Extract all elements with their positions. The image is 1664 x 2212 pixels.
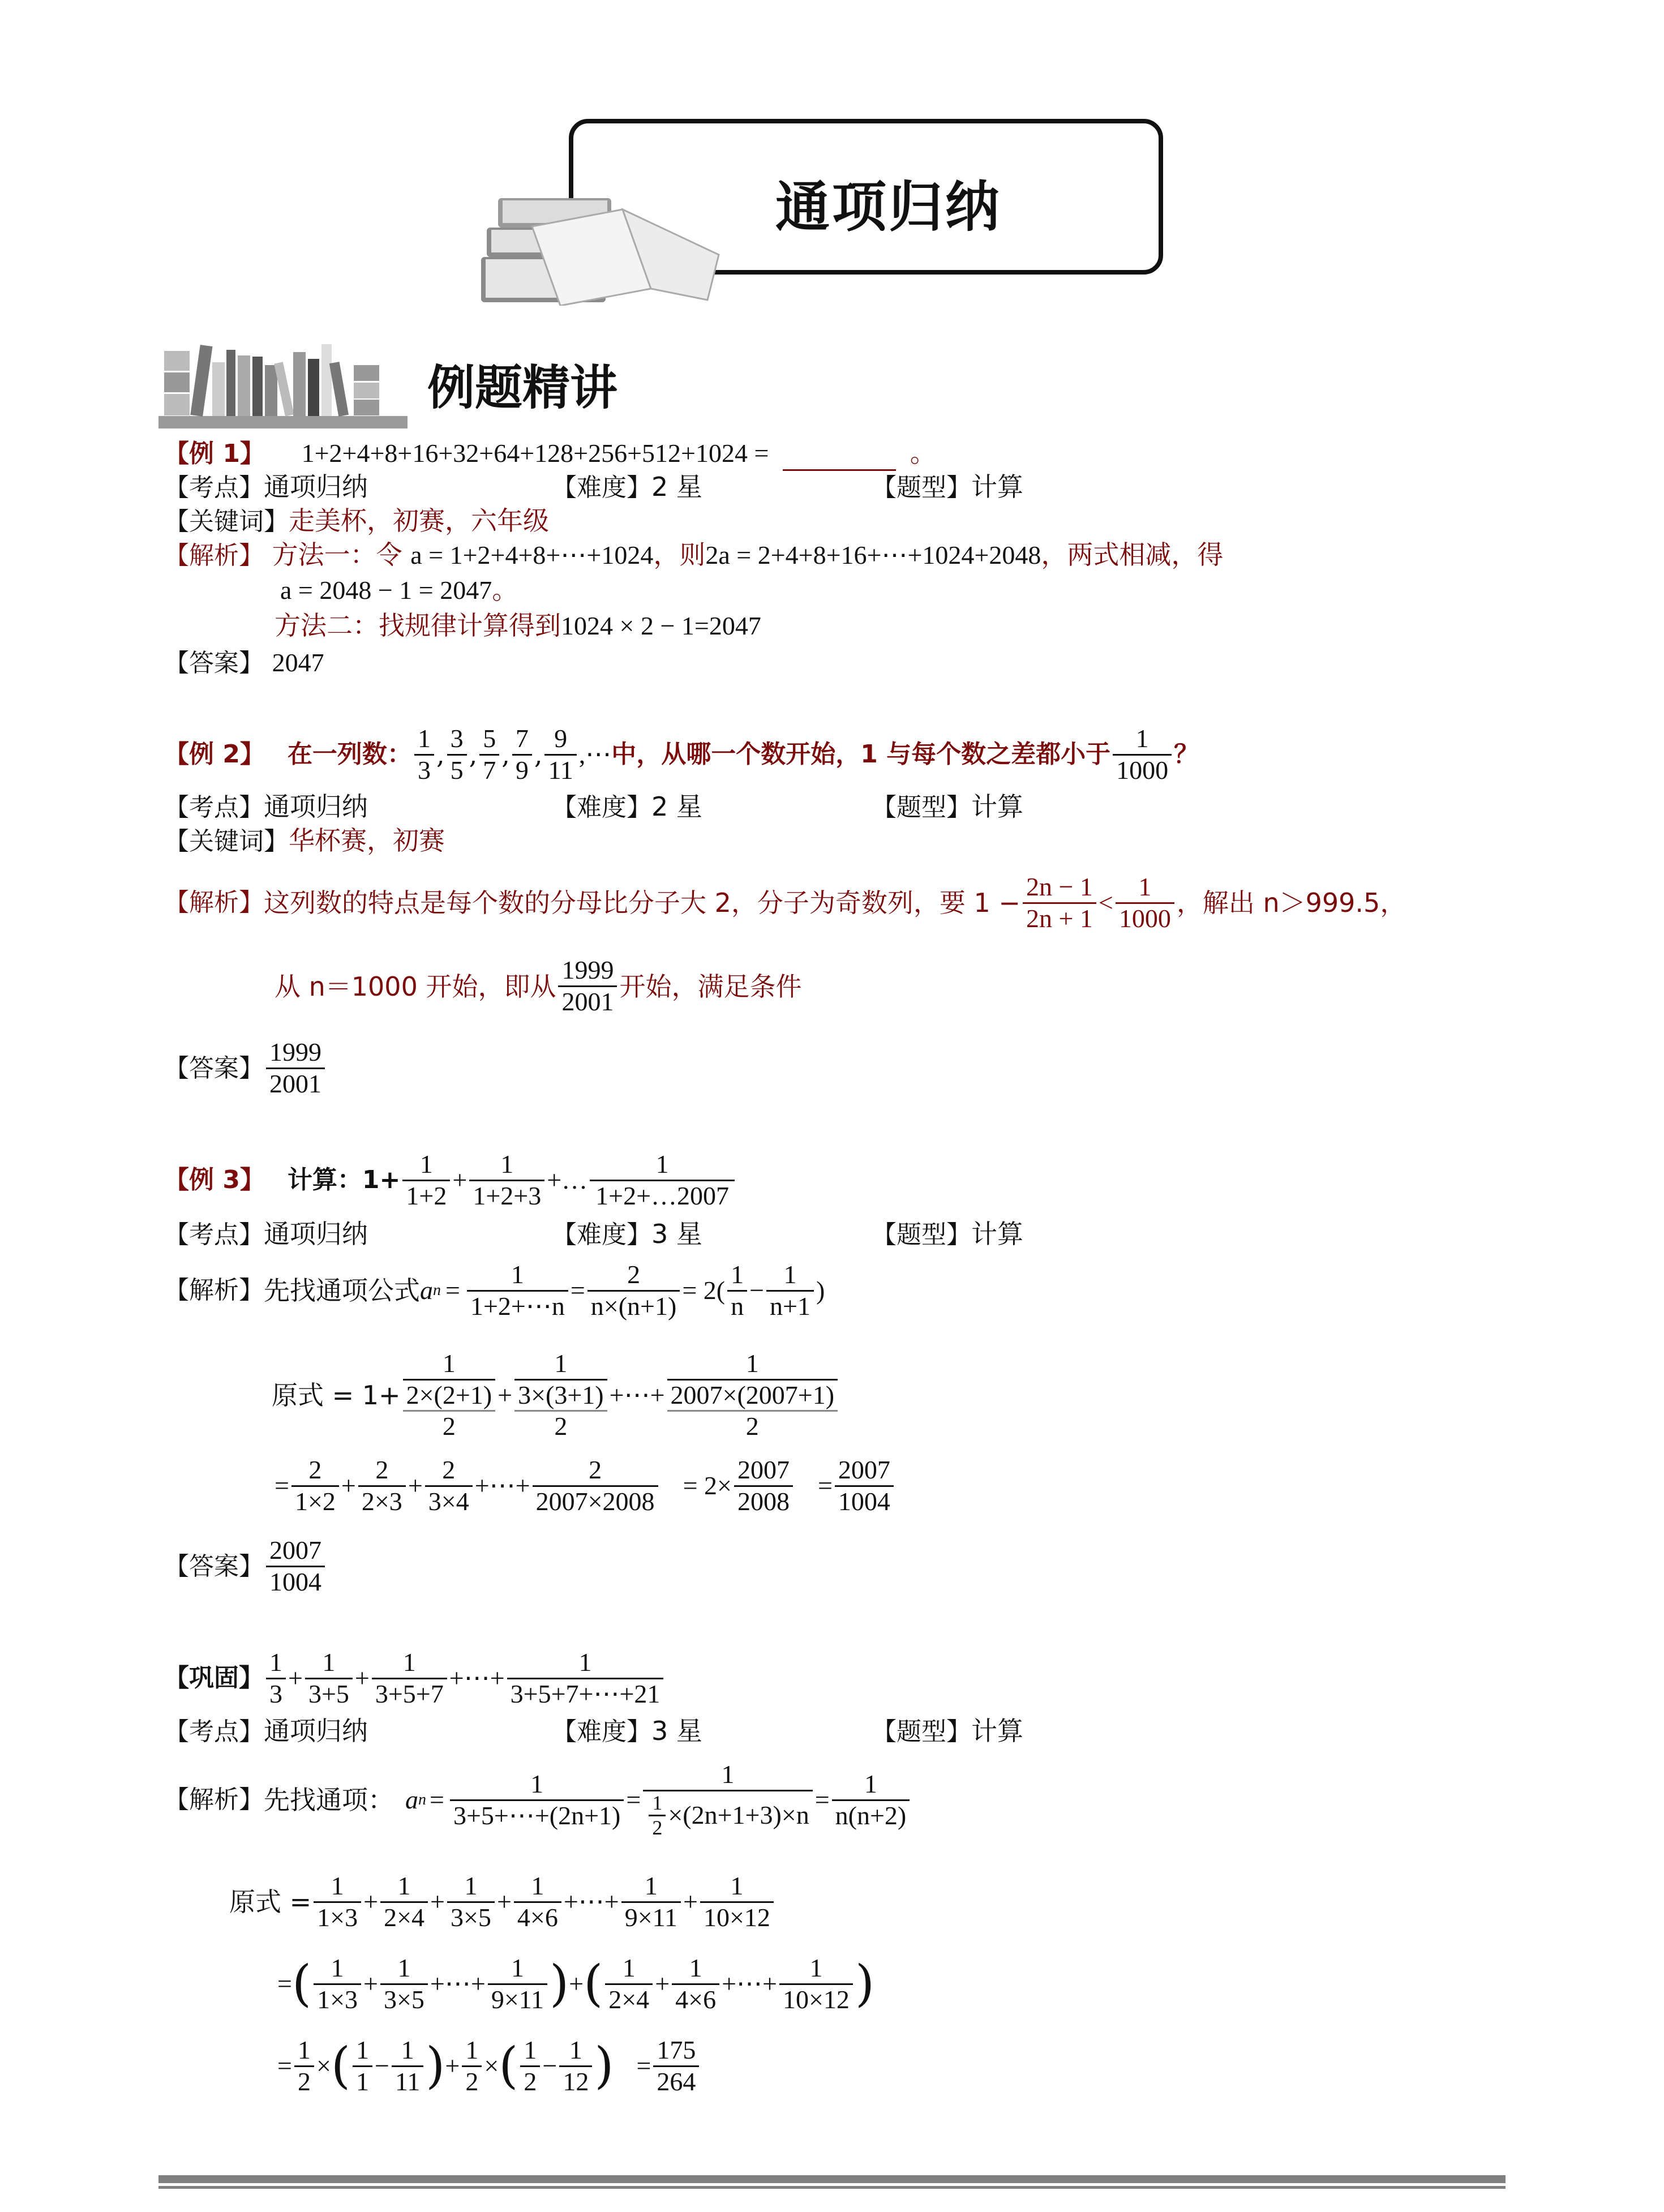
analysis-fraction: $\frac{1}{1000}$ xyxy=(1116,872,1174,934)
result-fraction: $\frac{2007}{2008}$ xyxy=(734,1455,793,1517)
kaodian-value: 通项归纳 xyxy=(264,791,368,822)
label-analysis: 【解析】 xyxy=(164,1276,264,1305)
term-fraction: $\frac{1}{9\times 11}$ xyxy=(621,1871,681,1933)
ellipsis: +⋯+ xyxy=(609,1381,665,1409)
label-answer: 【答案】 xyxy=(164,1053,264,1083)
sequence-fraction: $\frac{1}{3}$ xyxy=(414,724,434,786)
term-fraction: $\frac{2}{3\times 4}$ xyxy=(425,1455,473,1517)
equals: = xyxy=(445,1276,460,1305)
nested-fraction: 1 2×(2+1) 2 xyxy=(403,1349,496,1442)
question-fraction: $\frac{1}{3}$ xyxy=(266,1648,286,1709)
question-mark: ？ xyxy=(1174,740,1199,769)
kaodian-value: 通项归纳 xyxy=(264,471,368,502)
term-fraction: $\frac{1}{2}$ xyxy=(520,2035,540,2097)
period: 。 xyxy=(492,575,518,605)
term-fraction: $\frac{1}{1\times 3}$ xyxy=(314,1953,361,2015)
example-1-question xyxy=(164,436,936,471)
answer-fraction: $\frac{2007}{1004}$ xyxy=(266,1536,325,1597)
result-fraction: $\frac{175}{264}$ xyxy=(653,2035,699,2097)
question-fraction: $\frac{1}{1+2+\dots 2007}$ xyxy=(590,1150,735,1211)
question-text: 计算：1+ xyxy=(287,1165,401,1194)
question-text: 中，从哪一个数开始，1 与每个数之差都小于 xyxy=(611,740,1111,769)
label-analysis: 【解析】 xyxy=(164,541,264,570)
stacked-books-icon xyxy=(481,192,730,306)
nandu-value: 3 星 xyxy=(651,1219,702,1249)
tixing-value: 计算 xyxy=(971,1716,1023,1746)
term-fraction: $\frac{1}{11}$ xyxy=(392,2035,423,2097)
keywords-value: 华杯赛，初赛 xyxy=(289,825,445,856)
example-3-answer xyxy=(164,1528,327,1605)
term-fraction: $\frac{1}{10\times 12}$ xyxy=(779,1953,853,2015)
label-tixing: 【题型】 xyxy=(872,1220,971,1249)
question-fraction: $\frac{1}{3+5}$ xyxy=(305,1648,353,1709)
analysis-text: ，则 xyxy=(653,539,706,570)
kaodian-value: 通项归纳 xyxy=(264,1219,368,1249)
subscript: n xyxy=(433,1281,441,1299)
analysis-fraction: $\frac{1}{n(n+2)}$ xyxy=(832,1769,910,1831)
example-2-meta xyxy=(164,790,1023,825)
ellipsis: +⋯+ xyxy=(449,1664,505,1692)
analysis-fraction: $\frac{2}{n\times(n+1)}$ xyxy=(587,1260,680,1322)
term-fraction: $\frac{1}{4\times 6}$ xyxy=(514,1871,561,1933)
label-keywords: 【关键词】 xyxy=(164,507,289,536)
example-3-telescoping: = $\frac{2}{1\times 2}$ + $\frac{2}{2\times 3}$ + $\frac{2}{3\times 4}$ +⋯+ $\frac{2}{2007\times 2008}$ = 2× $\frac{2007}{2008}$ = $\frac{2007}{1004}$ xyxy=(275,1449,896,1523)
label-nandu: 【难度】 xyxy=(552,473,651,502)
kaodian-value: 通项归纳 xyxy=(264,1716,368,1746)
answer-fraction: $\frac{1999}{2001}$ xyxy=(266,1038,325,1099)
ellipsis: +… xyxy=(547,1165,588,1194)
equals: = xyxy=(275,1471,289,1500)
analysis-fraction: $\frac{1}{1+2+\cdots n}$ xyxy=(467,1260,568,1322)
nandu-value: 2 星 xyxy=(651,471,702,502)
label-answer: 【答案】 xyxy=(164,649,264,678)
example-3-analysis xyxy=(164,1254,825,1327)
ellipsis: +⋯+ xyxy=(563,1887,619,1916)
a-var: a xyxy=(420,1276,433,1305)
footer-divider-thin xyxy=(158,2186,1506,2189)
gonggu-tag: 【巩固】 xyxy=(164,1664,264,1692)
gonggu-analysis: 【解析】 先找通项： a n = $\frac{1}{3+5+\cdots+(2n+1)}$ = 1 $\frac{1}{2}$ ×(2n+1+3)×n = $\frac{1}{n(n+2)}$ xyxy=(164,1749,912,1851)
analysis-fraction: $\frac{1999}{2001}$ xyxy=(558,955,617,1017)
answer-value: 2047 xyxy=(272,648,324,677)
question-expression: 1+2+4+8+16+32+64+128+256+512+1024 = xyxy=(301,439,769,468)
question-fraction: $\frac{1}{3+5+7}$ xyxy=(372,1648,447,1709)
result-fraction: $\frac{2007}{1004}$ xyxy=(835,1455,894,1517)
example-2-keywords xyxy=(164,824,445,859)
example-1-method-2 xyxy=(275,608,761,643)
analysis-text: 原式 = 1+ xyxy=(272,1380,401,1411)
gonggu-grouping: = ( $\frac{1}{1\times 3}$ + $\frac{1}{3\times 5}$ +⋯+ $\frac{1}{9\times 11}$ ) + ( $\frac{1}{2\times 4}$ + $\frac{1}{4\times 6}$ +⋯+ $\frac{1}{10\times 12}$ ) xyxy=(277,1953,875,2014)
analysis-text: 这列数的特点是每个数的分母比分子大 2，分子为奇数列，要 1 − xyxy=(264,888,1020,918)
sequence-fraction: $\frac{9}{11}$ xyxy=(544,724,576,786)
label-analysis: 【解析】 xyxy=(164,1785,264,1814)
analysis-fraction: $\frac{2n - 1}{2n + 1}$ xyxy=(1023,872,1096,934)
sequence-fraction: $\frac{7}{9}$ xyxy=(512,724,532,786)
gonggu-meta xyxy=(164,1714,1023,1749)
label-kaodian: 【考点】 xyxy=(164,793,264,822)
answer-blank xyxy=(783,447,896,471)
analysis-math: 1024 × 2 − 1=2047 xyxy=(561,611,761,640)
term-fraction: $\frac{1}{4\times 6}$ xyxy=(672,1953,719,2015)
term-fraction: $\frac{1}{9\times 11}$ xyxy=(488,1953,547,2015)
footer-divider xyxy=(158,2175,1506,2183)
gonggu-question: 【巩固】 $\frac{1}{3}$ + $\frac{1}{3+5}$ + $\frac{1}{3+5+7}$ +⋯+ $\frac{1}{3+5+7+\cdots+21}$ xyxy=(164,1641,666,1715)
label-kaodian: 【考点】 xyxy=(164,1220,264,1249)
equals: = xyxy=(570,1276,585,1305)
analysis-text: 先找通项： xyxy=(264,1785,394,1815)
example-3-question xyxy=(164,1143,737,1217)
nandu-value: 2 星 xyxy=(651,791,702,822)
term-fraction: $\frac{1}{1}$ xyxy=(353,2035,372,2097)
label-keywords: 【关键词】 xyxy=(164,827,289,856)
label-nandu: 【难度】 xyxy=(552,1220,651,1249)
label-tixing: 【题型】 xyxy=(872,1717,971,1746)
tixing-value: 计算 xyxy=(971,471,1023,502)
sequence-fraction: $\frac{5}{7}$ xyxy=(479,724,499,786)
term-fraction: $\frac{1}{12}$ xyxy=(559,2035,592,2097)
example-3-meta xyxy=(164,1217,1023,1252)
analysis-text: 原式 = xyxy=(229,1887,312,1917)
analysis-fraction: $\frac{1}{3+5+\cdots+(2n+1)}$ xyxy=(450,1769,624,1831)
half-fraction: $\frac{1}{2}$ xyxy=(462,2035,482,2097)
bookshelf-icon xyxy=(158,340,408,430)
analysis-text: 从 n＝1000 开始，即从 xyxy=(275,971,556,1002)
term-fraction: $\frac{1}{1\times 3}$ xyxy=(314,1871,361,1933)
term-fraction: $\frac{2}{2007\times 2008}$ xyxy=(533,1455,658,1517)
minus: − xyxy=(749,1276,765,1305)
term-fraction: $\frac{2}{1\times 2}$ xyxy=(291,1455,339,1517)
term-fraction: $\frac{1}{3\times 5}$ xyxy=(447,1871,495,1933)
label-kaodian: 【考点】 xyxy=(164,1717,264,1746)
label-tixing: 【题型】 xyxy=(872,473,971,502)
label-nandu: 【难度】 xyxy=(552,1717,651,1746)
nested-fraction: 1 2007×(2007+1) 2 xyxy=(667,1349,838,1442)
label-nandu: 【难度】 xyxy=(552,793,651,822)
half-fraction: $\frac{1}{2}$ xyxy=(294,2035,314,2097)
example-1-keywords xyxy=(164,504,549,539)
term-fraction: $\frac{1}{2\times 4}$ xyxy=(605,1953,653,2015)
subscript: n xyxy=(418,1791,426,1808)
example-tag: 【例 2】 xyxy=(164,740,265,769)
example-tag: 【例 1】 xyxy=(164,439,265,468)
close-paren: ) xyxy=(816,1276,825,1305)
analysis-math: a = 2048 − 1 = 2047 xyxy=(280,576,492,605)
example-2-analysis-line2 xyxy=(275,948,801,1024)
less-than: < xyxy=(1098,888,1113,917)
example-2-answer xyxy=(164,1030,327,1107)
term-fraction: $\frac{1}{10\times 12}$ xyxy=(700,1871,774,1933)
analysis-fraction: $\frac{1}{n}$ xyxy=(727,1260,747,1322)
label-answer: 【答案】 xyxy=(164,1551,264,1581)
label-tixing: 【题型】 xyxy=(872,793,971,822)
page-title: 通项归纳 xyxy=(775,175,1002,239)
question-fraction: $\frac{1}{1+2}$ xyxy=(402,1150,450,1211)
ellipsis: ,⋯ xyxy=(578,740,612,769)
a-var: a xyxy=(405,1785,418,1814)
plus: + xyxy=(452,1165,468,1194)
sequence-fraction: $\frac{3}{5}$ xyxy=(447,724,467,786)
example-3-expansion: 原式 = 1+ 1 2×(2+1) 2 + 1 3×(3+1) 2 +⋯+ 1 2007×(2007+1) 2 xyxy=(272,1339,840,1452)
analysis-text: ，两式相减，得 xyxy=(1041,539,1224,570)
example-1-analysis-line2 xyxy=(280,573,518,607)
analysis-text: ，解出 n＞999.5， xyxy=(1176,888,1406,918)
analysis-text: 开始，满足条件 xyxy=(619,971,802,1002)
analysis-text: 方法一：令 xyxy=(272,539,402,570)
threshold-fraction: $\frac{1}{1000}$ xyxy=(1113,724,1172,786)
label-analysis: 【解析】 xyxy=(164,888,264,917)
example-tag: 【例 3】 xyxy=(164,1165,265,1194)
label-kaodian: 【考点】 xyxy=(164,473,264,502)
analysis-math: 2a = 2+4+8+16+⋯+1024+2048 xyxy=(705,541,1041,569)
two-times: = 2( xyxy=(682,1276,726,1305)
gonggu-expansion: 原式 = $\frac{1}{1\times 3}$ + $\frac{1}{2\times 4}$ + $\frac{1}{3\times 5}$ + $\frac{1}{4\times 6}$ +⋯+ $\frac{1}{9\times 11}$ + $\frac{1}{10\times 12}$ xyxy=(229,1865,776,1939)
example-1-answer xyxy=(164,645,324,680)
analysis-text: 先找通项公式 xyxy=(264,1275,420,1306)
question-text: 在一列数： xyxy=(287,740,412,769)
period: 。 xyxy=(910,438,936,468)
tixing-value: 计算 xyxy=(971,791,1023,822)
example-2-analysis xyxy=(164,866,1406,940)
analysis-math: a = 1+2+4+8+⋯+1024 xyxy=(410,541,654,569)
question-fraction: $\frac{1}{1+2+3}$ xyxy=(469,1150,544,1211)
analysis-text: 方法二：找规律计算得到 xyxy=(275,610,561,641)
example-2-question: 【例 2】 在一列数： $\frac{1}{3}$ , $\frac{3}{5}$ , $\frac{5}{7}$ , $\frac{7}{9}$ , $\frac{9}{11}$ ,⋯ 中，从哪一个数开始，1 与每个数之差都小于 $\frac{1}{1000}$ ？ xyxy=(164,723,1199,785)
keywords-value: 走美杯，初赛，六年级 xyxy=(289,505,549,536)
equals: = xyxy=(817,1471,833,1500)
analysis-fraction: $\frac{1}{n+1}$ xyxy=(766,1260,814,1322)
section-title: 例题精讲 xyxy=(427,360,618,415)
term-fraction: $\frac{2}{2\times 3}$ xyxy=(358,1455,406,1517)
equals: = 2× xyxy=(683,1471,732,1500)
question-fraction: $\frac{1}{3+5+7+\cdots+21}$ xyxy=(507,1648,664,1709)
analysis-fraction: 1 $\frac{1}{2}$ ×(2n+1+3)×n xyxy=(643,1760,812,1840)
term-fraction: $\frac{1}{3\times 5}$ xyxy=(380,1953,428,2015)
nested-fraction: 1 3×(3+1) 2 xyxy=(514,1349,607,1442)
term-fraction: $\frac{1}{2\times 4}$ xyxy=(380,1871,428,1933)
nandu-value: 3 星 xyxy=(651,1716,702,1746)
example-1-analysis xyxy=(164,538,1223,573)
ellipsis: +⋯+ xyxy=(474,1471,530,1500)
tixing-value: 计算 xyxy=(971,1219,1023,1249)
gonggu-result: = $\frac{1}{2}$ × ( $\frac{1}{1}$ − $\frac{1}{11}$ ) + $\frac{1}{2}$ × ( $\frac{1}{2}$ − $\frac{1}{12}$ ) = $\frac{175}{264}$ xyxy=(277,2029,701,2103)
example-1-meta xyxy=(164,470,1023,505)
